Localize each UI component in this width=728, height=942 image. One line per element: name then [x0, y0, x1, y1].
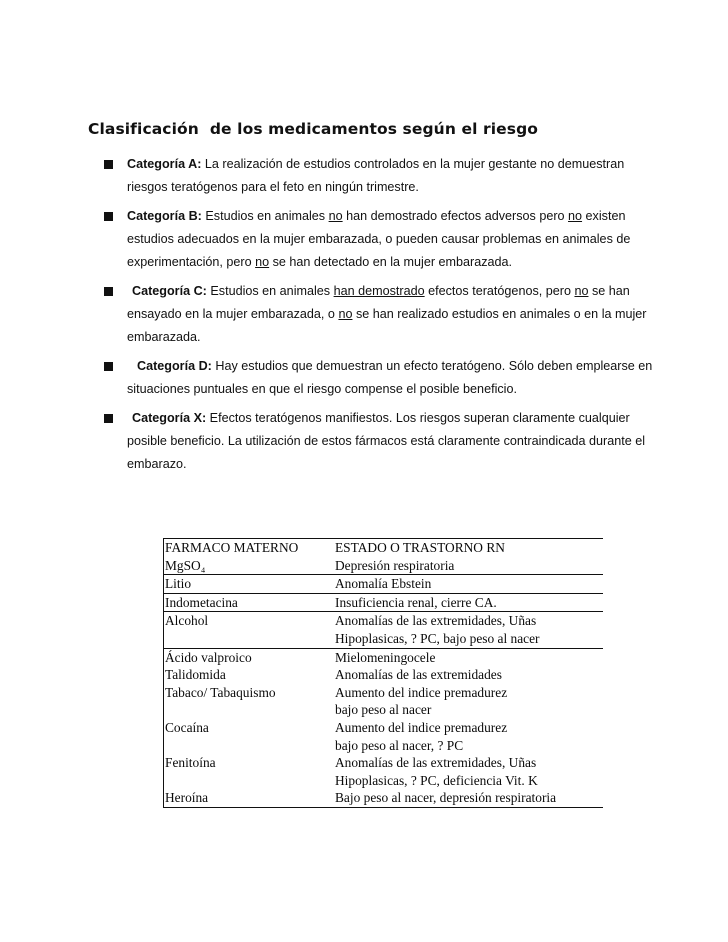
category-text: se han detectado en la mujer embarazada. [269, 255, 513, 269]
category-text: se han realizado estudios en animales o en la mujer embarazada. [127, 307, 647, 344]
effect-cell: bajo peso al nacer, ? PC [335, 737, 464, 753]
effect-cell: Anomalías de las extremidades, Uñas [335, 755, 537, 771]
underlined-text: no [255, 255, 270, 269]
drug-cell: Litio [165, 576, 192, 592]
drug-cell [165, 737, 335, 755]
effect-cell: bajo peso al nacer [335, 702, 432, 718]
category-text: Estudios en animales [201, 209, 329, 223]
list-item-category-c [100, 280, 660, 349]
underlined-text: no [568, 209, 583, 223]
category-label: Categoría D: [137, 359, 212, 373]
effect-cell: Hipoplasicas, ? PC, deficiencia Vit. K [335, 772, 538, 788]
table-left-border [163, 538, 164, 808]
drug-cell: Cocaína [165, 719, 209, 735]
list-item-category-b [100, 205, 660, 274]
effect-cell: Anomalías de las extremidades [335, 667, 502, 683]
effect-cell: Aumento del indice premadurez [335, 684, 508, 700]
table-row [163, 557, 603, 576]
drug-effects-table [163, 538, 603, 808]
list-item-category-d [100, 355, 660, 401]
category-text: Efectos teratógenos manifiestos. Los riesgos superan claramente cualquier posible beneficio. La utilización de estos fármacos está claramente contraindicada durante el embarazo. [127, 411, 646, 471]
drug-cell: Talidomida [165, 667, 226, 683]
drug-cell [165, 772, 335, 790]
effect-cell: Mielomeningocele [335, 649, 436, 665]
category-label: Categoría X: [132, 411, 207, 425]
drug-cell [165, 701, 335, 719]
effect-cell: Hipoplasicas, ? PC, bajo peso al nacer [335, 630, 540, 646]
category-label: Categoría C: [132, 284, 207, 298]
effect-cell: Anomalías de las extremidades, Uñas [335, 613, 537, 629]
category-text: se han ensayado en la mujer embarazada, o [127, 284, 630, 321]
drug-cell: Indometacina [165, 594, 238, 610]
drug-cell: Alcohol [165, 613, 209, 629]
category-label: Categoría B: [127, 209, 202, 223]
underlined-text: no [338, 307, 353, 321]
column-header-effect: ESTADO O TRASTORNO RN [335, 540, 505, 555]
category-text: existen estudios adecuados en la mujer embarazada, o pueden causar problemas en animales de experimentación, pero [127, 209, 631, 269]
square-bullet-icon [104, 212, 113, 221]
category-text: efectos teratógenos, pero [424, 284, 575, 298]
effect-cell: Bajo peso al nacer, depresión respiratoria [335, 790, 557, 806]
drug-cell: Fenitoína [165, 755, 216, 771]
category-text: han demostrado efectos adversos pero [342, 209, 569, 223]
drug-cell: Ácido valproico [165, 649, 252, 665]
square-bullet-icon [104, 414, 113, 423]
effect-cell: Aumento del indice premadurez [335, 719, 508, 735]
page-title: Clasificación de los medicamentos según el riesgo [88, 120, 539, 138]
drug-cell: Heroína [165, 790, 209, 806]
table-row [163, 612, 603, 648]
drug-cell: MgSO₄ [165, 557, 206, 573]
category-list [100, 153, 660, 482]
underlined-text: no [328, 209, 343, 223]
effect-cell: Anomalía Ebstein [335, 576, 432, 592]
list-item-category-x [100, 407, 660, 476]
effect-cell: Insuficiencia renal, cierre CA. [335, 594, 497, 610]
table-row [163, 649, 603, 808]
category-text: La realización de estudios controlados en la mujer gestante no demuestran riesgos teratógenos para el feto en ningún trimestre. [127, 157, 625, 194]
table-header-row [163, 538, 603, 557]
underlined-text: han demostrado [333, 284, 425, 298]
category-text: Estudios en animales [206, 284, 334, 298]
square-bullet-icon [104, 287, 113, 296]
underlined-text: no [574, 284, 589, 298]
square-bullet-icon [104, 160, 113, 169]
table-row [163, 594, 603, 613]
drug-cell [165, 630, 335, 648]
column-header-drug: FARMACO MATERNO [165, 540, 299, 555]
effect-cell: Depresión respiratoria [335, 557, 455, 573]
category-label: Categoría A: [127, 157, 202, 171]
table-row [163, 575, 603, 594]
square-bullet-icon [104, 362, 113, 371]
list-item-category-a [100, 153, 660, 199]
category-text: Hay estudios que demuestran un efecto teratógeno. Sólo deben emplearse en situaciones puntuales en que el riesgo compense el posible beneficio. [127, 359, 653, 396]
drug-cell: Tabaco/ Tabaquismo [165, 684, 276, 700]
